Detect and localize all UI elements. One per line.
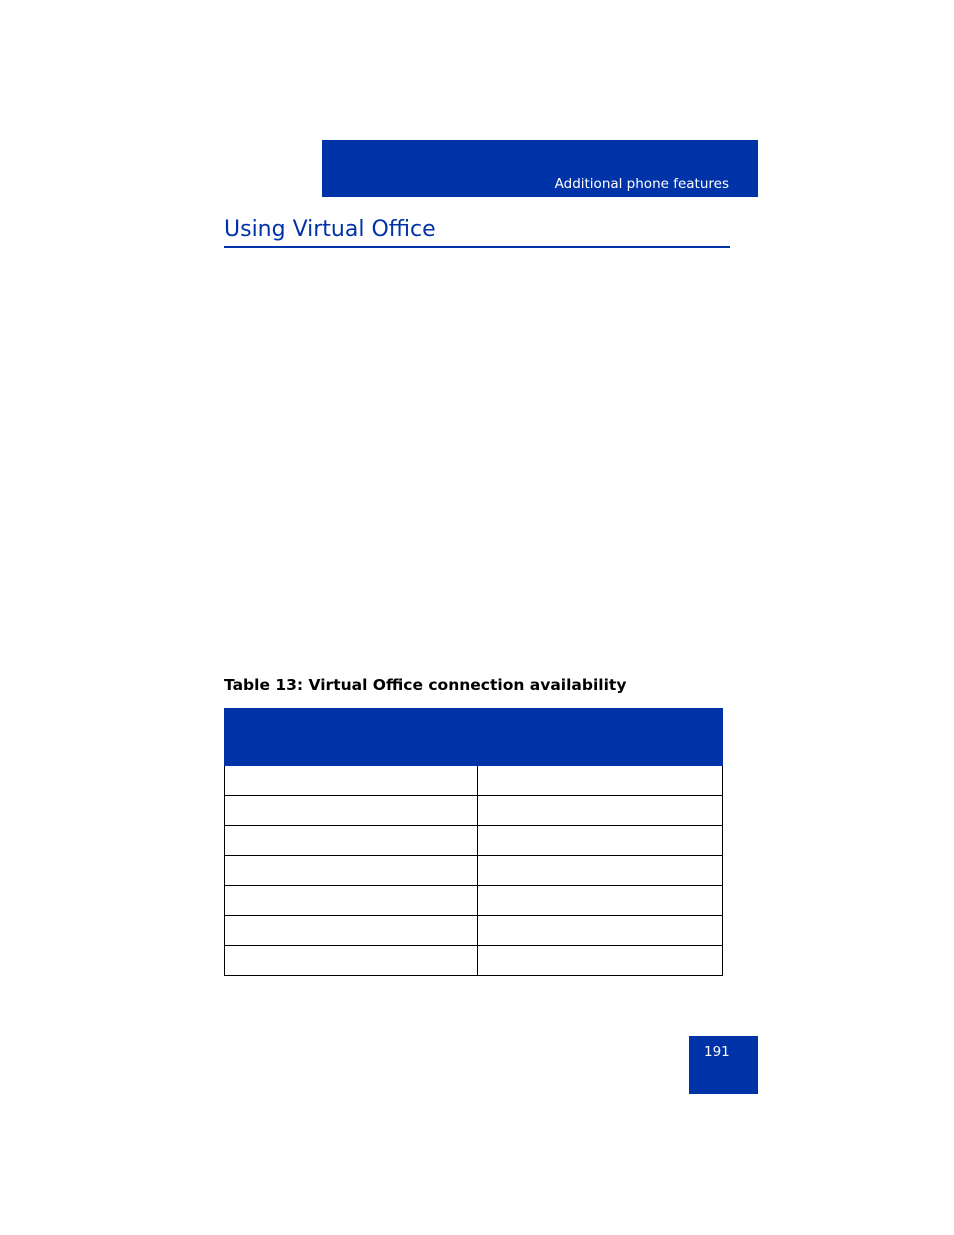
connection-availability-table [224,708,723,976]
table-cell [478,946,723,976]
table-cell [225,826,478,856]
table-header-cell-1 [225,709,478,766]
table-cell [225,796,478,826]
table-row [225,826,723,856]
table-cell [478,826,723,856]
table-cell [478,796,723,826]
table-row [225,916,723,946]
table-cell [478,856,723,886]
table-cell [225,916,478,946]
table-cell [478,766,723,796]
table-cell [478,916,723,946]
table-cell [478,886,723,916]
table-caption: Table 13: Virtual Office connection availability [224,676,627,694]
section-title: Using Virtual Office [224,214,730,248]
table-row [225,886,723,916]
table-cell [225,946,478,976]
header-section-label: Additional phone features [554,176,729,192]
table-cell [225,766,478,796]
table-header-cell-2 [478,709,723,766]
page-number: 191 [704,1044,730,1060]
table-header-row [225,709,723,766]
table-cell [225,856,478,886]
header-band [322,140,758,197]
table-cell [225,886,478,916]
table-row [225,796,723,826]
table-row [225,856,723,886]
table-row [225,946,723,976]
page-number-box [689,1036,758,1094]
table-row [225,766,723,796]
